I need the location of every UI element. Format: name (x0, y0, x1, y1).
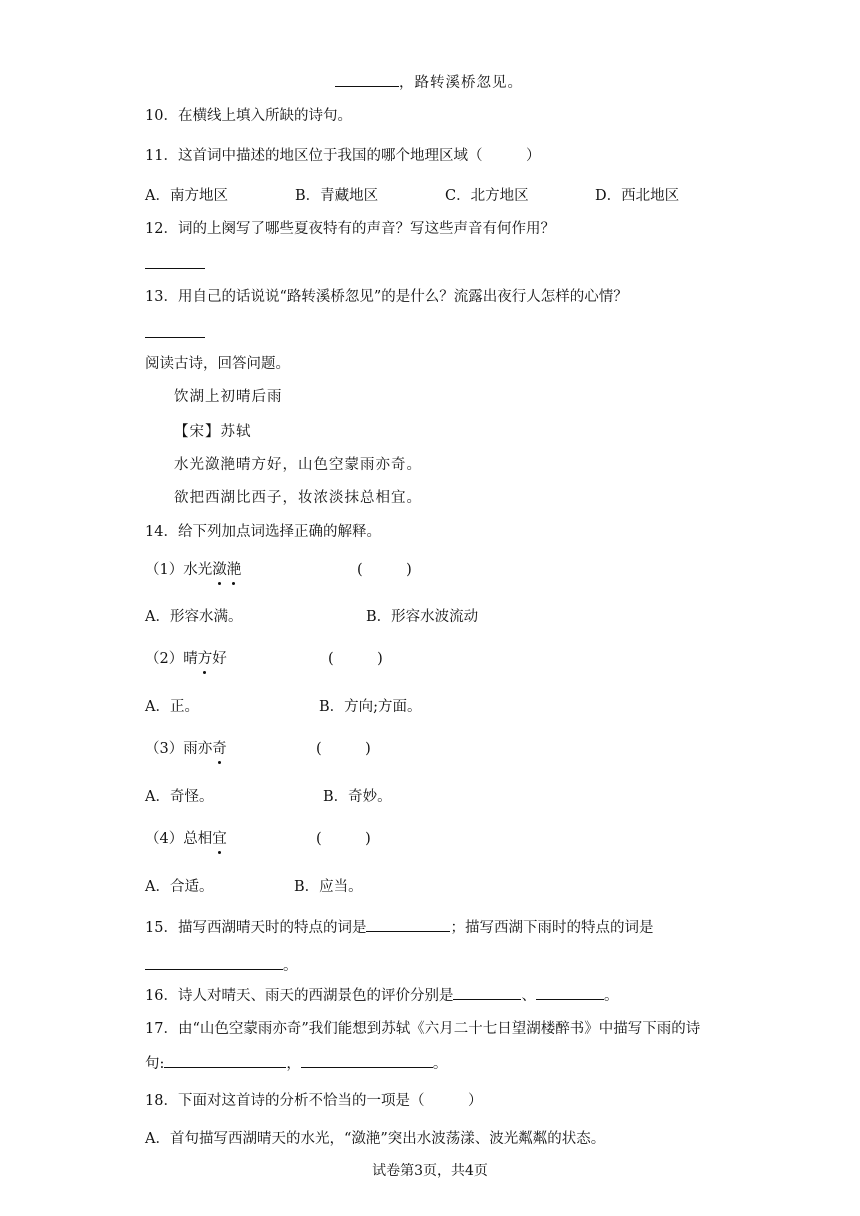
q16-blank-2[interactable] (536, 985, 604, 1000)
q12-answer-line[interactable] (145, 268, 205, 269)
q17-blank-2[interactable] (301, 1053, 433, 1068)
q14-item-1: （1）水光潋滟 (145, 562, 242, 578)
q16-blank-1[interactable] (453, 985, 521, 1000)
q14-item-4-option-b[interactable]: B．应当。 (294, 879, 363, 895)
question-15-cont: 。 (145, 955, 298, 976)
q14-item-3: （3）雨亦奇 (145, 741, 227, 757)
q18-option-a[interactable]: A．首句描写西湖晴天的水光，“潋滟”突出水波荡漾、波光粼粼的状态。 (145, 1131, 606, 1147)
dotted-char: 潋 (212, 562, 227, 578)
reading-intro: 阅读古诗，回答问题。 (145, 356, 290, 372)
q17-blank-1[interactable] (164, 1053, 286, 1068)
q11-option-a[interactable]: A．南方地区 (145, 188, 228, 204)
q14-item-2: （2）晴方好 (145, 651, 227, 667)
question-13: 13．用自己的话说说“路转溪桥忽见”的是什么？流露出夜行人怎样的心情？ (145, 289, 628, 305)
q11-option-c[interactable]: C．北方地区 (445, 188, 529, 204)
q14-item-4-option-a[interactable]: A．合适。 (145, 879, 214, 895)
question-15: 15．描写西湖晴天时的特点的词是 ；描写西湖下雨时的特点的词是 (145, 917, 653, 938)
q14-item-1-answer[interactable]: ( ) (357, 562, 412, 578)
dotted-char: 滟 (226, 562, 242, 578)
dotted-char: 奇 (212, 741, 227, 757)
q11-option-b[interactable]: B．青藏地区 (295, 188, 379, 204)
q14-item-2-answer[interactable]: ( ) (328, 651, 383, 667)
question-12: 12．词的上阕写了哪些夏夜特有的声音？写这些声音有何作用？ (145, 221, 555, 237)
q15-blank-1[interactable] (366, 917, 450, 932)
q14-item-3-answer[interactable]: ( ) (316, 741, 371, 757)
q11-option-d[interactable]: D．西北地区 (595, 188, 680, 204)
poem2-line-2: 欲把西湖比西子，妆浓淡抹总相宜。 (174, 490, 422, 506)
poem2-author: 【宋】苏轼 (174, 424, 252, 440)
q14-item-2-option-b[interactable]: B．方向;方面。 (319, 699, 422, 715)
question-14: 14．给下列加点词选择正确的解释。 (145, 524, 381, 540)
question-10: 10．在横线上填入所缺的诗句。 (145, 108, 352, 124)
question-17: 17．由“山色空蒙雨亦奇”我们能想到苏轼《六月二十七日望湖楼醉书》中描写下雨的诗 (145, 1021, 701, 1037)
q14-item-2-option-a[interactable]: A．正。 (145, 699, 199, 715)
question-17-cont: 句: ， 。 (145, 1053, 447, 1074)
q14-item-3-option-a[interactable]: A．奇怪。 (145, 789, 214, 805)
q14-item-1-option-b[interactable]: B．形容水波流动 (366, 609, 479, 625)
poem1-blank[interactable] (335, 72, 399, 87)
q14-item-4: （4）总相宜 (145, 831, 227, 847)
page-footer: 试卷第3页，共4页 (372, 1163, 488, 1179)
poem2-line-1: 水光潋滟晴方好，山色空蒙雨亦奇。 (174, 457, 422, 473)
q14-item-3-option-b[interactable]: B．奇妙。 (323, 789, 392, 805)
dotted-char: 方 (197, 651, 213, 667)
dotted-char: 宜 (212, 831, 227, 847)
poem2-title: 饮湖上初晴后雨 (174, 389, 283, 405)
q15-blank-2[interactable] (145, 955, 283, 970)
question-16: 16．诗人对晴天、雨天的西湖景色的评价分别是 、 。 (145, 985, 618, 1006)
question-18: 18．下面对这首诗的分析不恰当的一项是（ ） (145, 1093, 483, 1109)
poem1-tail-line: ，路转溪桥忽见。 (335, 72, 523, 93)
question-11: 11．这首词中描述的地区位于我国的哪个地理区域（ ） (145, 148, 541, 164)
q13-answer-line[interactable] (145, 337, 205, 338)
q14-item-1-option-a[interactable]: A．形容水满。 (145, 609, 243, 625)
q14-item-4-answer[interactable]: ( ) (316, 831, 371, 847)
